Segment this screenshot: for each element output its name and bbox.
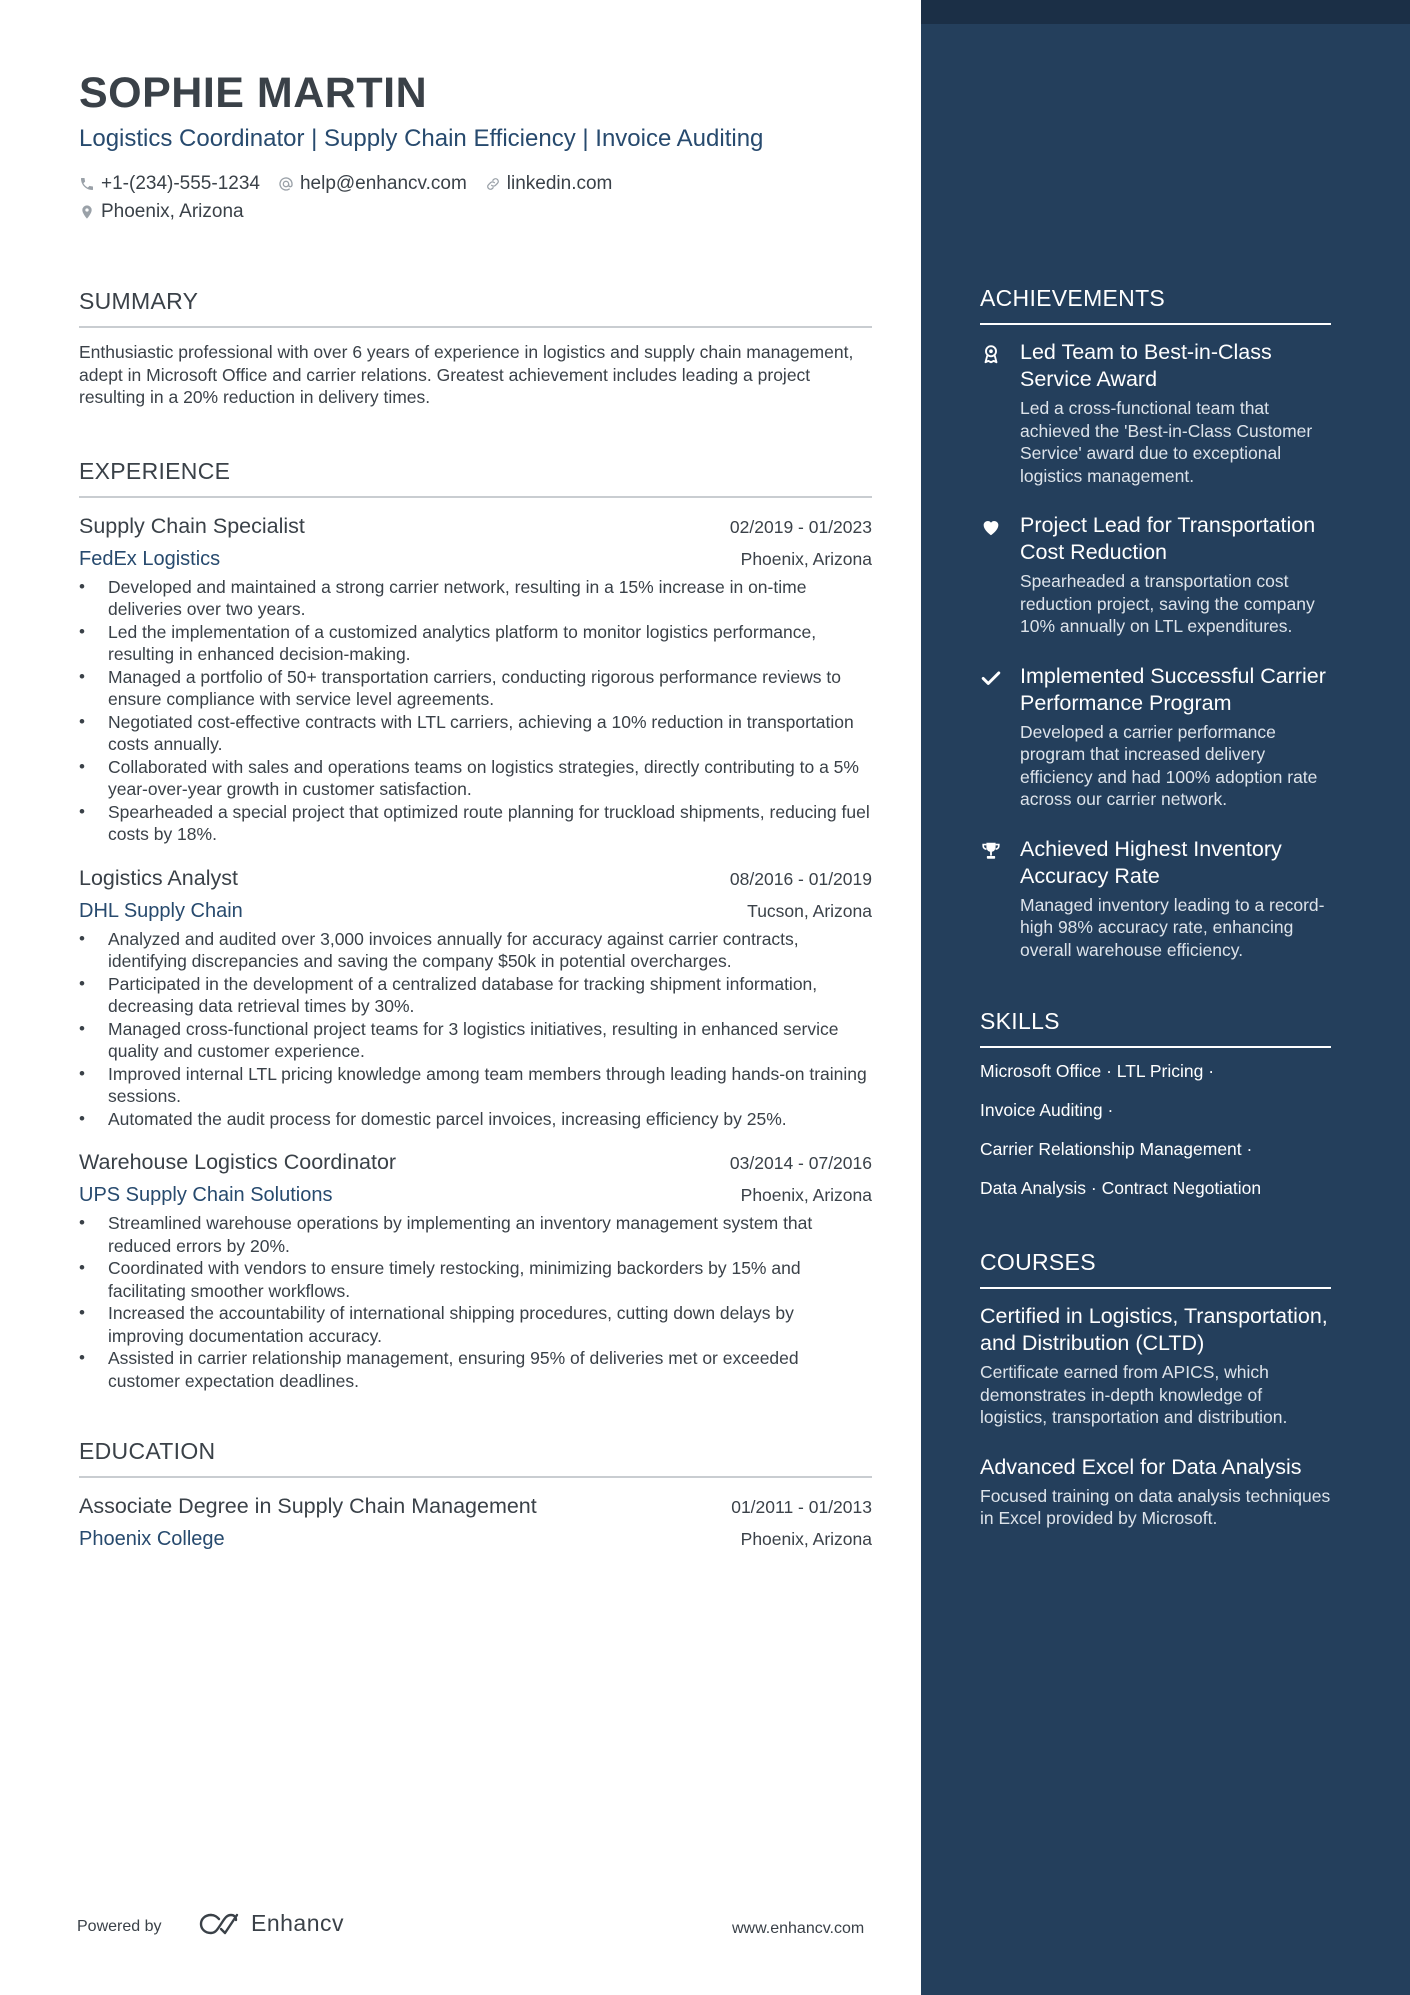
- job-dates: 02/2019 - 01/2023: [729, 516, 872, 537]
- job-company: UPS Supply Chain Solutions: [79, 1184, 333, 1206]
- main-column: [79, 68, 872, 1552]
- job-dates: 03/2014 - 07/2016: [729, 1153, 872, 1173]
- education-dates: 01/2011 - 01/2013: [731, 1497, 872, 1517]
- location-text: Phoenix, Arizona: [101, 201, 244, 222]
- candidate-name: SOPHIE MARTIN: [79, 69, 428, 117]
- achievements-heading: ACHIEVEMENTS: [980, 283, 1331, 325]
- course-title: Certified in Logistics, Transportation, and Distribution (CLTD): [980, 1304, 1328, 1355]
- contact-info: [79, 170, 872, 226]
- bullet-item: • Developed and maintained a strong carrier network, resulting in a 15% increase in on-time deliveries over two years.: [79, 576, 872, 621]
- courses-heading: COURSES: [980, 1247, 1331, 1289]
- bullet-item: • Collaborated with sales and operations teams on logistics strategies, directly contributing to a 5% year-over-year growth in customer satisfaction.: [79, 756, 872, 801]
- bullet-item: • Automated the audit process for domestic parcel invoices, increasing efficiency by 25%.: [79, 1108, 872, 1131]
- location-contact: [79, 198, 244, 226]
- achievement-title: Project Lead for Transportation Cost Reduction: [1020, 513, 1316, 564]
- experience-section: [79, 456, 872, 1393]
- job-entry: [79, 1148, 872, 1392]
- skill-line: Invoice Auditing ·: [980, 1100, 1114, 1120]
- bullet-item: • Increased the accountability of international shipping procedures, cutting down delays by improving documentation accuracy.: [79, 1302, 872, 1347]
- summary-heading: SUMMARY: [79, 286, 872, 328]
- achievement-description: Developed a carrier performance program that increased delivery efficiency and had 100% adoption rate across our carrier network.: [1020, 721, 1318, 809]
- bullet-item: • Participated in the development of a centralized database for tracking shipment information, decreasing data retrieval times by 30%.: [79, 973, 872, 1018]
- enhancv-logo[interactable]: [195, 1910, 344, 1937]
- course-description: Focused training on data analysis techniques in Excel provided by Microsoft.: [980, 1485, 1331, 1528]
- link-icon: [485, 176, 501, 192]
- job-bullets: [79, 1212, 872, 1392]
- bullet-item: • Analyzed and audited over 3,000 invoices annually for accuracy against carrier contracts, identifying discrepancies and saving the company $50k in potential overcharges.: [79, 928, 872, 973]
- bullet-item: • Led the implementation of a customized analytics platform to monitor logistics performance, resulting in enhanced decision-making.: [79, 621, 872, 666]
- achievement-title: Achieved Highest Inventory Accuracy Rate: [1020, 836, 1282, 888]
- heart-icon: [980, 516, 1002, 538]
- email-contact[interactable]: [278, 170, 467, 198]
- bullet-item: • Spearheaded a special project that optimized route planning for truckload shipments, reducing fuel costs by 18%.: [79, 801, 872, 846]
- achievements-section: [980, 283, 1331, 961]
- course-item: [980, 1454, 1331, 1530]
- sidebar-top-strip: [921, 0, 1410, 24]
- sidebar: [980, 283, 1331, 1530]
- job-bullets: [79, 928, 872, 1131]
- achievement-item: [980, 836, 1331, 962]
- phone-contact[interactable]: [79, 170, 260, 198]
- achievement-description: Managed inventory leading to a record-high 98% accuracy rate, enhancing overall warehouse efficiency.: [1020, 894, 1325, 960]
- job-entry: [79, 512, 872, 846]
- linkedin-contact[interactable]: [485, 170, 613, 198]
- summary-text: Enthusiastic professional with over 6 years of experience in logistics and supply chain management, adept in Microsoft Office and carrier relations. Greatest achievement includes leading a project resulting in a 20% reduction in delivery times.: [79, 342, 854, 407]
- course-description: Certificate earned from APICS, which demonstrates in-depth knowledge of logistics, transportation and distribution.: [980, 1362, 1288, 1427]
- degree-title: Associate Degree in Supply Chain Management: [79, 1494, 537, 1518]
- school-location: Phoenix, Arizona: [740, 1529, 872, 1549]
- bullet-item: • Streamlined warehouse operations by implementing an inventory management system that reduced errors by 20%.: [79, 1212, 872, 1257]
- summary-section: [79, 286, 872, 409]
- bullet-item: • Improved internal LTL pricing knowledge among team members through leading hands-on training sessions.: [79, 1063, 872, 1108]
- achievement-title: Led Team to Best-in-Class Service Award: [1020, 340, 1272, 391]
- powered-by-label: Powered by: [77, 1918, 162, 1935]
- bullet-item: • Coordinated with vendors to ensure timely restocking, minimizing backorders by 15% and facilitating smoother workflows.: [79, 1257, 872, 1302]
- enhancv-mark-icon: [195, 1911, 241, 1937]
- at-icon: [278, 176, 294, 192]
- job-location: Tucson, Arizona: [747, 900, 872, 921]
- skills-heading: SKILLS: [980, 1006, 1331, 1048]
- achievement-item: [980, 339, 1331, 487]
- job-entry: [79, 864, 872, 1131]
- email-text: help@enhancv.com: [299, 173, 467, 194]
- bullet-item: • Managed a portfolio of 50+ transportation carriers, conducting rigorous performance reviews to ensure compliance with service level agreements.: [79, 666, 872, 711]
- candidate-headline: Logistics Coordinator | Supply Chain Efficiency | Invoice Auditing: [79, 125, 764, 152]
- checkmark-icon: [980, 667, 1002, 689]
- job-title: Warehouse Logistics Coordinator: [79, 1150, 397, 1174]
- phone-text: +1-(234)-555-1234: [101, 173, 260, 194]
- achievement-title: Implemented Successful Carrier Performance Program: [1020, 663, 1326, 715]
- achievement-description: Spearheaded a transportation cost reduction project, saving the company 10% annually on LTL expenditures.: [1020, 571, 1315, 636]
- location-pin-icon: [79, 204, 95, 220]
- job-bullets: [79, 576, 872, 846]
- job-location: Phoenix, Arizona: [740, 548, 872, 569]
- job-title: Supply Chain Specialist: [79, 513, 305, 538]
- skill-line: Carrier Relationship Management ·: [980, 1139, 1253, 1159]
- education-heading: EDUCATION: [79, 1436, 872, 1478]
- linkedin-text: linkedin.com: [506, 173, 613, 194]
- education-entry: [79, 1492, 872, 1552]
- enhancv-brand: Enhancv: [251, 1910, 345, 1936]
- course-item: [980, 1303, 1331, 1429]
- job-dates: 08/2016 - 01/2019: [729, 868, 872, 889]
- skill-line: Data Analysis · Contract Negotiation: [980, 1178, 1262, 1198]
- skills-section: [980, 1006, 1331, 1199]
- trophy-icon: [980, 840, 1002, 862]
- education-section: [79, 1436, 872, 1552]
- bullet-item: • Assisted in carrier relationship management, ensuring 95% of deliveries met or exceeded customer expectation deadlines.: [79, 1347, 872, 1392]
- achievement-item: [980, 663, 1331, 811]
- achievement-item: [980, 512, 1331, 638]
- award-icon: [980, 343, 1002, 365]
- courses-section: [980, 1247, 1331, 1530]
- bullet-item: • Managed cross-functional project teams for 3 logistics initiatives, resulting in enhanced service quality and customer experience.: [79, 1018, 872, 1063]
- job-company: DHL Supply Chain: [79, 899, 243, 922]
- achievement-description: Led a cross-functional team that achieved the 'Best-in-Class Customer Service' award due to exceptional logistics management.: [1020, 398, 1313, 486]
- phone-icon: [79, 176, 95, 192]
- course-title: Advanced Excel for Data Analysis: [980, 1454, 1302, 1479]
- job-location: Phoenix, Arizona: [740, 1185, 872, 1205]
- school-name: Phoenix College: [79, 1528, 225, 1550]
- website-link[interactable]: www.enhancv.com: [732, 1920, 865, 1937]
- experience-heading: EXPERIENCE: [79, 456, 872, 498]
- job-title: Logistics Analyst: [79, 865, 238, 890]
- bullet-item: • Negotiated cost-effective contracts with LTL carriers, achieving a 10% reduction in transportation costs annually.: [79, 711, 872, 756]
- skill-line: Microsoft Office · LTL Pricing ·: [980, 1061, 1215, 1081]
- job-company: FedEx Logistics: [79, 547, 221, 570]
